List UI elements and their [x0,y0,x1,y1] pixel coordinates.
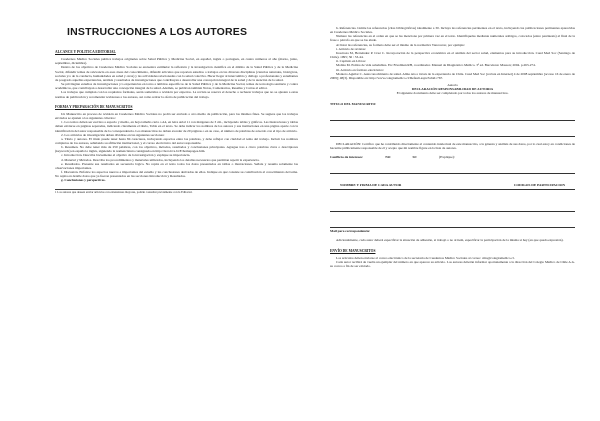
page-title: INSTRUCCIONES A LOS AUTORES [67,26,248,38]
scope-paragraph: Cuadernos Médico Sociales publica trabajos originales sobre Salud Pública y Medicina Social, en español, inglés o portugués, en cuatro números al año (marzo, junio, septiembre, diciembre). [55,57,298,66]
section-heading-submission: ENVÍO DE MANUSCRITOS [330,248,376,253]
divider [330,172,575,174]
declaration-text: DECLARACIÓN: Certifico que he contribuido directamente al contenido intelectual de este manuscrito, a la génesis y análisis de sus datos, por lo cual estoy en condiciones de hacerme públicamente responsable de él y acepto que mi nombre figure en la lista de autores. [330,141,575,150]
divider [330,119,575,121]
format-paragraph: 1. Los textos deben ser escritos a espacio y medio, en hoja tamaño carta o A4, en letra Arial 11 con márgenes de 3 cm., incluyendo tablas y gráficos. Las ilustraciones y tablas deben enviarse en páginas separadas, indicando claramente el título, Tabla en el texto. Se debe indicar los nombres de los autores y sus instituciones en una página aparte con la identificación del autor responsable de la correspondencia. Los manuscritos no deben exceder de 20 páginas o en su caso, el número de palabras de acuerdo con el tipo de artículo. [55,120,298,133]
authors-table-header [330,183,575,187]
reference-example: Molina M. Estilos de vida saludables. En: Friedman RH, coordinador. Manual de Diagnóstico Médico. 3ª ed. Barcelona: Masson; 2004. p.263-274. [336,63,536,68]
references-paragraph: Numere las referencias en el orden en que se las menciona por primera vez en el texto. Identifíquelas mediante numerales arábigos, colocados (entre paréntesis) al final de la frase o párrafo en que se las alude. [330,34,575,43]
format-paragraph: Un Manuscrito en proceso de revisión en Cuadernos Médico Sociales no podrá ser enviado a otro medio de publicación, para los mismos fines. Se sugiere que los trabajos enviados se ajusten a los siguientes criterios: [55,111,298,121]
reference-type: ii. Capítulo en Libros: [336,59,366,64]
scope-paragraph: Dentro de los objetivos de Cuadernos Médico Sociales se encuentra estimular la reflexión y la investigación científica en el ámbito de la Salud Pública y de la Medicina Social, difundir temas de relevancia en esas áreas del conocimiento, difundir artículos que reporten estudios o trabajos en las diversas disciplinas (ciencias naturales, biológicas, sociales y/o de la conducta, humanidades en salud y otras) y las actividades relacionadas con la salud colectiva. Hacer llegar al intercambio y diálogo a profesionales y estudiantes de posgrado aquellas experiencias, análisis y resultados de investigaciones que contribuyan a desarrollar una concepción integral de la salud y de la atención de la salud. [55,65,298,82]
conflict-no-option[interactable]: NO [385,154,391,159]
reference-example: Inostroza M, Hernández P. Cruz C. Incorporación de la perspectiva económica en el análisis del sector salud, elementos para su introducción. Cuad Med Soc (Santiago de Chile). 1995; 36 : 33-44. [330,50,575,60]
conflict-explain: (Explique): [438,154,455,159]
footnote: 1 Los autores que deseen enviar artículos con extensiones mayores, podrán consultar previamente con la Editorial. [55,189,298,195]
format-item: e. Resultados. Presente sus resultados en secuencia lógica. No repita en el texto todos los datos presentados en tablas o ilustraciones. Señale y resuma solamente las observaciones importantes. [55,161,298,170]
reference-type: i. Artículo de revistas: [336,46,366,51]
format-paragraph: 2. Los artículos de investigación deben dividirse en las siguientes secciones: [61,132,165,137]
reference-example: Montero Aguilar C. Autoconocimiento de salud. Alma Ata a través de la experiencia de Chile. Cuad Med Soc [revista en Internet] 4 de 2008 septiembre [acceso 16 de enero de 2009]; 48(3). Disponible en: http://www.colegiomedico.cl/Default.aspx?tabid=767. [330,71,575,80]
declaration-subtitle: El siguiente documento debe ser completado por todos los autores de manuscritos. [396,91,509,96]
section-heading-format: FORMA Y PREPARACIÓN DE MANUSCRITOS [55,104,133,109]
divider [330,188,575,190]
format-item: b. Resumen. No debe tener más de 250 palabras, con los objetivos, métodos, resultados y conclusiones principales. Agregue tres a cinco palabras clave o descriptores (keywords) en español e inglés, siguiendo la nomenclatura consignada en http://decs.bvs.br/E/homepagee.htm. [55,145,298,154]
conflict-yes-option[interactable]: SI: [412,154,417,159]
section-heading-scope: ALCANCE Y POLITICA EDITORIAL [55,50,116,54]
format-item: a. Título y autores. El título puede tener hasta 84 caracteres, incluyendo espacios entre las palabras, y debe reflejar con claridad el tema del trabajo. Incluir los nombres completos de los autores, señalando su afiliación institucional, y el correo electrónico del autor responsable. [55,136,298,145]
format-item: c. Introducción. Describa brevemente el objetivo de la investigación y explique su importancia. [61,153,191,158]
right-column [330,0,575,268]
submission-paragraph: Cada autor recibirá de vuelta un ejemplar del número en que aparece su artículo. Los autores deberán informar oportunamente a la dirección del Colegio Médico de Chile A.G. su correo a fin de ser enviado. [330,259,575,269]
manuscript-title-label: TITULO DEL MANUSCRITO: [330,101,377,106]
references-paragraph: Al listar las referencias, su formato debe ser el mismo de la normativa Vancouver, por ejemplo: [336,42,466,47]
divider [330,226,575,228]
declaration-heading: DECLARACIÓN RESPONSABILIDAD DE AUTORIA [411,87,494,92]
format-item: f. Discusión. Enfatice los aspectos nuevos e importantes del estudio y las conclusiones derivadas de ellos. Indique en qué consiste su contribución al conocimiento del tema. No repita en detalle datos que ya fueron presentados en las secciones Introducción y Resultados. [55,170,298,179]
mail-label: Mail para correspondencia: [330,229,371,234]
format-item: g. Conclusiones y perspectivas. [61,178,106,183]
divider [330,135,575,137]
divider [330,210,575,212]
left-column [55,0,298,194]
conflict-label: Conflicto de intereses: [330,154,364,159]
declaration-overline: Autoría [447,83,458,88]
submission-paragraph: Los artículos deben enviarse al correo electrónico de la secretaría de Cuadernos Médico Sociales al correo: cms@colegiomedico.cl. [336,255,515,260]
scope-paragraph: Los trabajos que cumplan con los requisitos formales, serán sometidos a revisión por expertos. La revista se reserva el derecho a rechazar trabajos que no se ajusten a estas normas de publicación y recomendar revisiones a los autores, así como retirar la oferta de publicación del trabajo. [55,90,298,99]
scope-paragraph: Se privilegian estudios de investigaciones y/o experiencias en torno a ámbitos específicos de la Salud Pública y de la Medicina Social, temas de tecnología sanitaria y contra académicos, que contribuyan a desarrollar una concepción integral de la salud. Además, se publican también Notas, Comentarios, Reseñas y Cartas al editor. [55,82,298,91]
participation-codes-column: CODIGOS DE PARTICIPACION [513,183,565,188]
authors-name-column: NOMBRE Y FIRMA DE CADA AUTOR [340,183,402,188]
after-paragraph: Adicionalmente, cada autor deberá especificar la situación de adhesión, si trabajó o no al ítem, especificar la participación de la misma si hay (en que queda expresión). [336,238,564,243]
references-paragraph: h. Referencias. Limite las referencias (citas bibliográficas) idealmente a 30. Incluya las referencias pertinentes en el texto, incluyendo las publicaciones pertinentes aparecidas en Cuadernos Médico Sociales. [330,26,575,35]
reference-type: iii. Artículo en formato electrónico: [336,67,385,72]
format-item: d. Material y Métodos. Describa los procedimientos y materiales utilizados, incluyendo los detalles necesarios que permitan repetir la experiencia. [61,157,260,162]
